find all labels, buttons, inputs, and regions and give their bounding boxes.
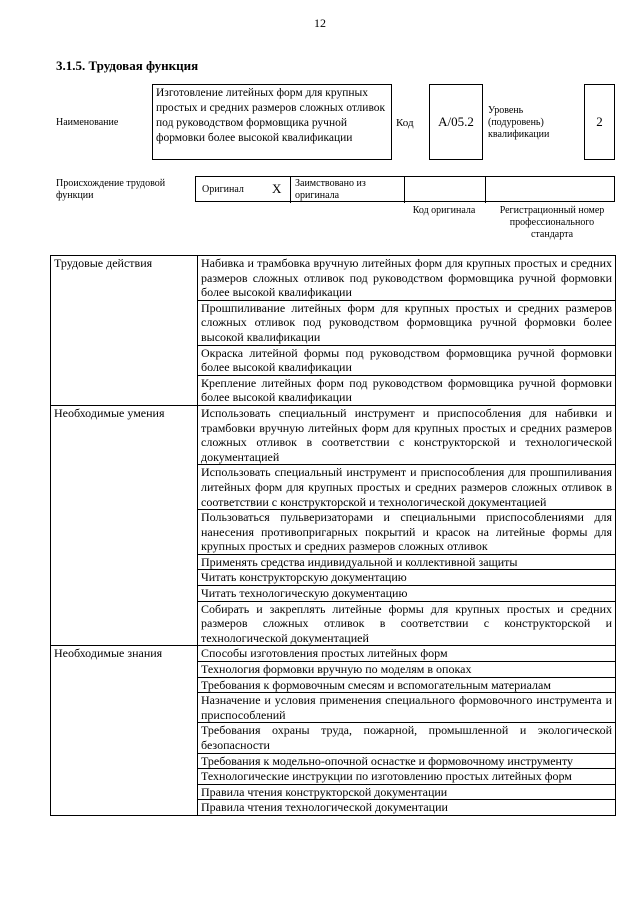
action-item: Прошпиливание литейных форм для крупных простых и средних размеров сложных отливок под руководством формовщика ручной формовки более высокой квалификации <box>198 300 616 345</box>
function-details-table <box>50 255 616 816</box>
skill-item: Использовать специальный инструмент и приспособления для прошпиливания литейных форм для крупных простых и средних размеров сложных отливок в соответствии с конструкторской и технологической документацией <box>198 465 616 510</box>
section-label-skills: Необходимые умения <box>51 405 198 646</box>
knowledge-item: Правила чтения технологической документации <box>198 800 616 816</box>
section-title: 3.1.5. Трудовая функция <box>56 58 199 73</box>
skill-item: Собирать и закреплять литейные формы для крупных простых и средних размеров сложных отливок в соответствии с конструкторской и технологической документацией <box>198 601 616 646</box>
knowledge-item: Требования охраны труда, пожарной, промышленной и экологической безопасности <box>198 723 616 753</box>
knowledge-item: Требования к формовочным смесям и вспомогательным материалам <box>198 677 616 693</box>
original-code-cell <box>405 177 486 203</box>
page-number: 12 <box>314 16 326 30</box>
original-label: Оригинал <box>202 184 244 195</box>
knowledge-item: Технология формовки вручную по моделям в опоках <box>198 662 616 678</box>
reg-number-caption: Регистрационный номер профессионального стандарта <box>499 205 605 240</box>
knowledge-item: Правила чтения конструкторской документации <box>198 784 616 800</box>
origin-label: Происхождение трудовой функции <box>56 178 166 201</box>
action-item: Набивка и трамбовка вручную литейных форм для крупных простых и средних размеров сложных отливок под руководством формовщика ручной формовки более высокой квалификации <box>198 256 616 301</box>
name-label: Наименование <box>56 117 119 128</box>
table-row <box>51 646 616 662</box>
knowledge-item: Технологические инструкции по изготовлению простых литейных форм <box>198 769 616 785</box>
origin-table <box>195 176 615 202</box>
original-cell <box>196 177 291 203</box>
level-value: 2 <box>584 84 615 160</box>
action-item: Окраска литейной формы под руководством формовщика ручной формовки более высокой квалификации <box>198 345 616 375</box>
code-value: А/05.2 <box>429 84 483 160</box>
action-item: Крепление литейных форм под руководством формовщика ручной формовки более высокой квалификации <box>198 375 616 405</box>
table-row <box>51 256 616 301</box>
knowledge-item: Назначение и условия применения специального формовочного инструмента и приспособлений <box>198 693 616 723</box>
knowledge-item: Способы изготовления простых литейных форм <box>198 646 616 662</box>
skill-item: Читать технологическую документацию <box>198 586 616 602</box>
skill-item: Использовать специальный инструмент и приспособления для набивки и трамбовки вручную литейных форм для крупных простых и средних размеров сложных отливок в соответствии с конструкторской и технологической документацией <box>198 405 616 464</box>
borrowed-label: Заимствовано из оригинала <box>295 178 366 201</box>
section-label-knowledge: Необходимые знания <box>51 646 198 816</box>
original-mark: X <box>272 181 282 196</box>
level-label: Уровень (подуровень) квалификации <box>488 105 550 140</box>
skill-item: Применять средства индивидуальной и коллективной защиты <box>198 554 616 570</box>
skill-item: Читать конструкторскую документацию <box>198 570 616 586</box>
section-label-actions: Трудовые действия <box>51 256 198 406</box>
skill-item: Пользоваться пульверизаторами и специальными приспособлениями для нанесения противопригарных покрытий и красок на литейные формы для крупных простых и средних размеров сложных отливок <box>198 510 616 555</box>
borrowed-cell <box>291 177 405 203</box>
table-row <box>51 405 616 464</box>
function-name: Изготовление литейных форм для крупных простых и средних размеров сложных отливок под руководством формовщика ручной формовки более высокой квалификации <box>152 84 392 160</box>
code-label: Код <box>396 117 414 129</box>
knowledge-item: Требования к модельно-опочной оснастке и формовочному инструменту <box>198 753 616 769</box>
original-code-caption: Код оригинала <box>412 205 476 216</box>
